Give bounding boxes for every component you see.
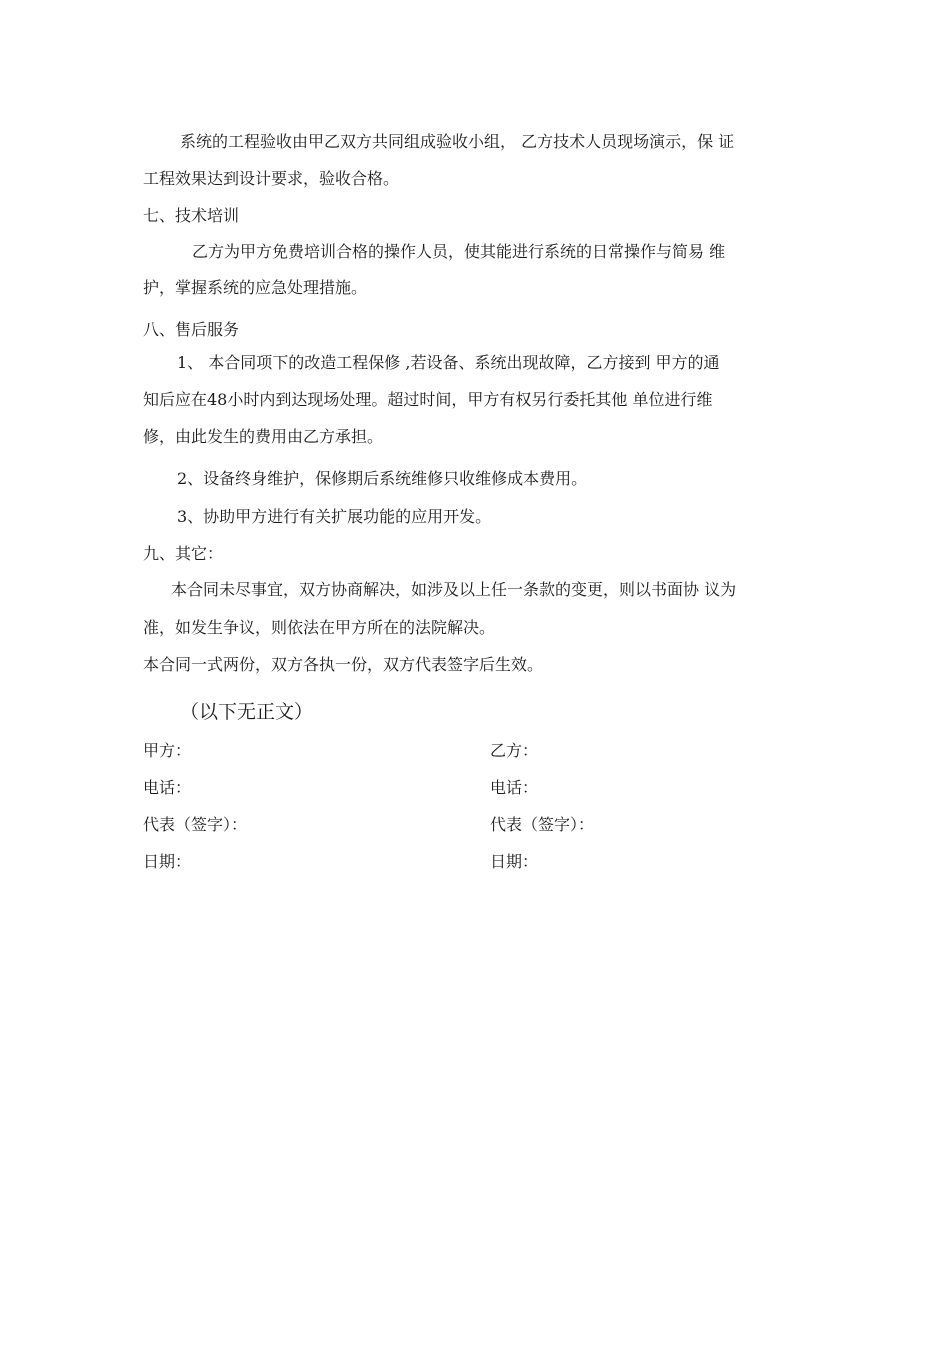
acceptance-line-2: 工程效果达到设计要求，验收合格。 (143, 169, 400, 188)
section-8-item-1-line-2: 知后应在48小时内到达现场处理。超过时间，甲方有权另行委托其他 单位进行维 (143, 390, 713, 409)
party-b-phone-label: 电话： (490, 778, 539, 797)
party-a-representative-label: 代表（签字）： (143, 815, 248, 834)
party-b-representative-label: 代表（签字）： (490, 815, 595, 834)
section-8-item-1-line-3: 修，由此发生的费用由乙方承担。 (143, 427, 384, 446)
section-9-heading: 九、其它： (143, 544, 224, 563)
acceptance-line-1: 系统的工程验收由甲乙双方共同组成验收小组， 乙方技术人员现场演示，保 证 (180, 132, 735, 151)
section-8-item-3: 3、协助甲方进行有关扩展功能的应用开发。 (177, 507, 492, 526)
section-9-line-3: 本合同一式两份，双方各执一份，双方代表签字后生效。 (143, 655, 544, 674)
section-7-line-1: 乙方为甲方免费培训合格的操作人员，使其能进行系统的日常操作与简易 维 (192, 242, 726, 261)
party-a-name-label: 甲方： (143, 741, 192, 760)
section-8-heading: 八、售后服务 (143, 320, 240, 339)
party-b-name-label: 乙方： (490, 741, 539, 760)
section-9-line-2: 准，如发生争议，则依法在甲方所在的法院解决。 (143, 618, 496, 637)
section-8-item-1-line-1: 1、 本合同项下的改造工程保修 ,若设备、系统出现故障，乙方接到 甲方的通 (177, 353, 720, 372)
section-8-item-2: 2、设备终身维护，保修期后系统维修只收维修成本费用。 (177, 469, 588, 488)
section-7-line-2: 护，掌握系统的应急处理措施。 (143, 278, 368, 297)
section-7-heading: 七、技术培训 (143, 206, 240, 225)
end-note: （以下无正文） (180, 701, 314, 723)
party-a-date-label: 日期： (143, 852, 192, 871)
party-b-date-label: 日期： (490, 852, 539, 871)
party-a-phone-label: 电话： (143, 778, 192, 797)
section-9-line-1: 本合同未尽事宜，双方协商解决，如涉及以上任一条款的变更，则以书面协 议为 (171, 580, 737, 599)
